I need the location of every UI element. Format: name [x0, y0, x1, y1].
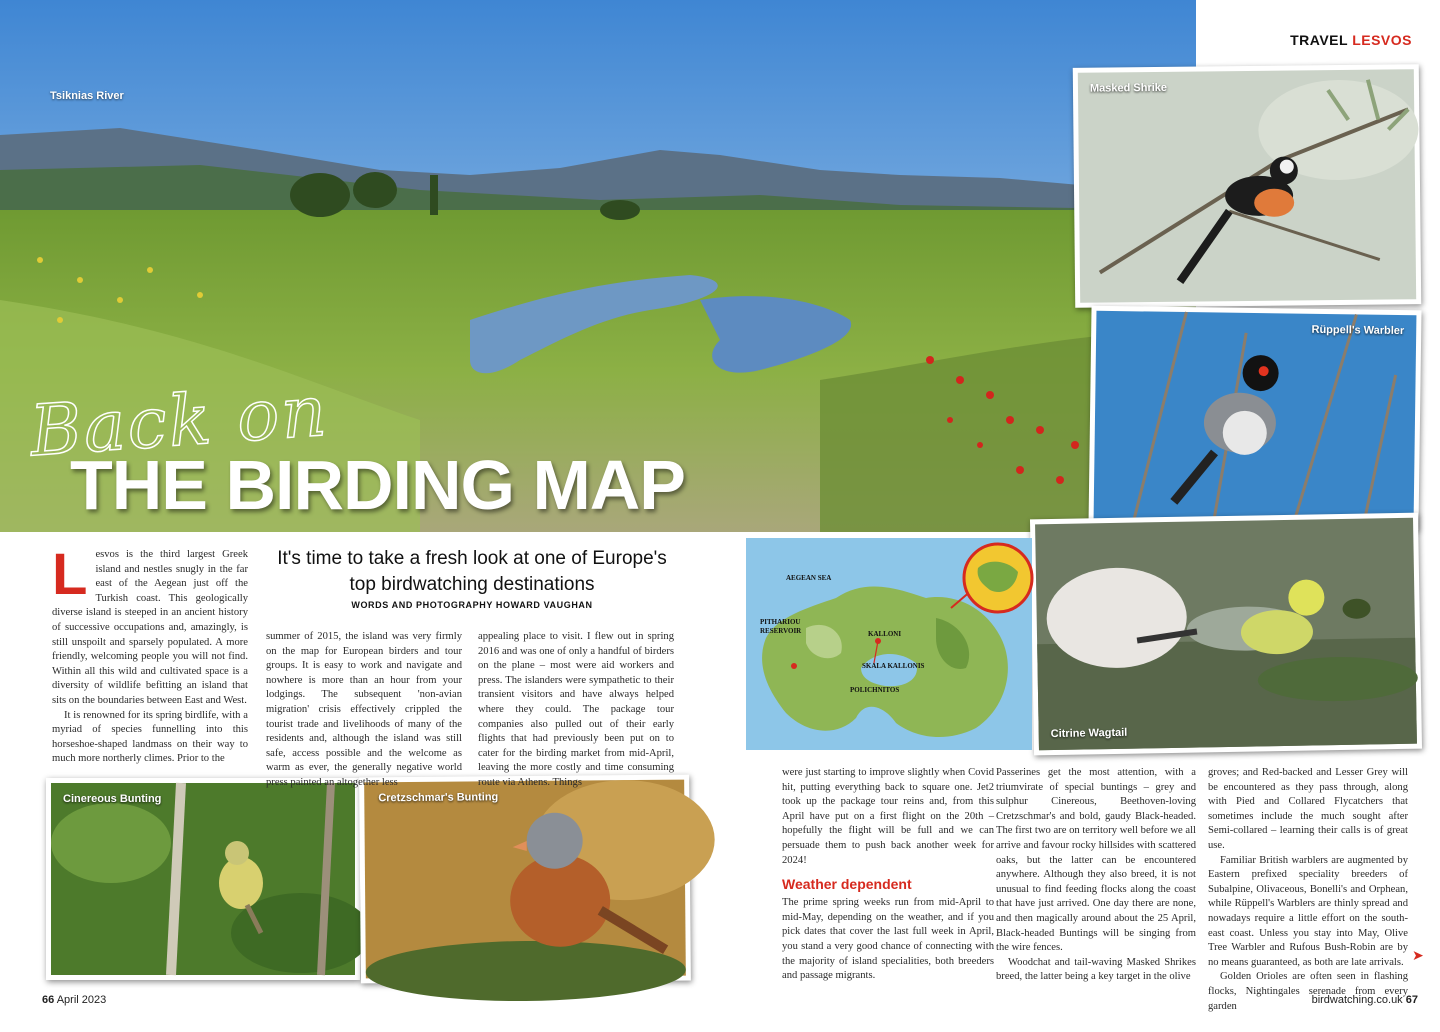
article-subhead: Weather dependent	[782, 876, 912, 893]
photo-caption: Masked Shrike	[1089, 81, 1168, 95]
lesvos-map	[746, 538, 1032, 750]
photo-caption: Rüppell's Warbler	[1311, 323, 1405, 338]
photo-cinereous-bunting	[46, 778, 360, 980]
article-paragraph: It is renowned for its spring birdlife, with a myriad of species funnelling into this horseshoe-shaped landmass on their way to much more northerly climes. Prior to the	[52, 709, 248, 765]
page-number-right: 67	[1405, 994, 1418, 1006]
photo-caption: Cinereous Bunting	[63, 793, 162, 805]
cretzschmars-bunting-image	[364, 780, 686, 979]
article-paragraph: Golden Orioles are often seen in flashing flocks, Nightingales serenade from every garden	[1208, 971, 1408, 1012]
article-paragraph: appealing place to visit. I flew out in spring 2016 and was one of only a handful of birders on the plane – most were aid workers and press. The islanders were sympathetic to their transient visitors and have always helped where they could. The package tour companies also pulled out of their early flights that had previously been put on to cater for the birding market from mid-April, leaving the more costly and time consuming route via Athens. Things	[478, 631, 674, 788]
section-label-lesvos: LESVOS	[1352, 32, 1412, 48]
photo-ruppells-warbler	[1088, 306, 1421, 531]
article-paragraph: Woodchat and tail-waving Masked Shrikes breed, the latter being a key target in the olive	[996, 956, 1196, 983]
article-paragraph: The prime spring weeks run from mid-April to mid-May, depending on the weather, and if you pick dates that cover the last full week in April, you stand a very good chance of connecting with the majority of island specialities, both breeders and passage migrants.	[782, 897, 994, 982]
map-label-skala: SKALA KALLONIS	[862, 662, 925, 670]
map-label-sea: AEGEAN SEA	[786, 574, 832, 582]
byline: WORDS AND PHOTOGRAPHY HOWARD VAUGHAN	[351, 600, 593, 610]
photo-caption: Citrine Wagtail	[1050, 726, 1128, 741]
article-column-3	[478, 630, 674, 788]
article-column-2	[266, 630, 462, 788]
map-label-reservoir: RESERVOIR	[760, 627, 802, 635]
masked-shrike-image	[1078, 69, 1416, 303]
map-graphic	[746, 538, 1032, 750]
article-column-5	[996, 766, 1196, 983]
map-label-reservoir: PITHARIOU	[760, 618, 801, 626]
cinereous-bunting-image	[51, 783, 355, 975]
page-number-left: 66	[42, 994, 55, 1006]
photo-caption: Cretzschmar's Bunting	[378, 791, 499, 805]
continue-arrow-icon: ➤	[1412, 948, 1424, 964]
headline: THE BIRDING MAP	[70, 446, 685, 524]
issue-date: April 2023	[56, 994, 107, 1006]
dropcap: L	[52, 542, 88, 607]
section-label-travel: TRAVEL	[1290, 32, 1348, 48]
article-paragraph: esvos is the third largest Greek island and nestles snugly in the far east of the Aegean just off the Turkish coast. This geologically diverse island is steeped in an ancient history of successive occupations and, amazingly, is still unspoilt and sparsely populated. A more friendly, welcoming people you will not find. Within all this wild and cultivated space is a diversity of wildlife befitting an island that sits on the boundaries between East and West.	[52, 549, 248, 706]
photo-cretzschmars-bunting	[359, 775, 691, 984]
article-paragraph: Passerines get the most attention, with a triumvirate of special buntings – grey and sulphur Cinereous, Beethoven-loving Cretzschmar's and bold, gaudy Black-headed. The first two are on territory well before we all arrive and favour rocky hillsides with scattered oaks, but the latter can be encountered anywhere. Although they also breed, it is not unusual to find feeding flocks along the coast that have just arrived. One day there are none, and then magically around about the 25 April, Black-headed Buntings will be singing from the wire fences.	[996, 767, 1196, 954]
website: birdwatching.co.uk	[1311, 994, 1403, 1006]
hero-photo	[0, 0, 1196, 532]
ruppells-warbler-image	[1094, 311, 1417, 525]
hero-caption: Tsiknias River	[50, 90, 124, 102]
map-label-polichnitos: POLICHNITOS	[850, 686, 900, 694]
map-label-kalloni: KALLONI	[868, 630, 902, 638]
section-label	[1290, 32, 1412, 48]
article-column-4	[782, 766, 994, 982]
article-paragraph: Familiar British warblers are augmented by Eastern prefixed speciality breeders of Subalpine, Olivaceous, Bonelli's and Orphean, while Rüppell's Warblers are thinly spread and nowadays require a little effort on the south-east coast. Unless you stay into May, Olive Tree Warbler and Rufous Bush-Robin are by no means guaranteed, as both are late arrivals.	[1208, 854, 1408, 968]
footer-right	[1312, 994, 1418, 1006]
citrine-wagtail-image	[1035, 518, 1417, 751]
photo-masked-shrike	[1073, 64, 1421, 308]
article-paragraph: summer of 2015, the island was very firmly on the map for European birders and tour groups. It is easy to work and navigate and nowhere is more than an hour from your lodgings. The subsequent 'non-avian migration' crisis effectively crippled the tourist trade and livelihoods of many of the residents and, although the island was still safe, access possible and the welcome as warm as ever, the generally negative world press painted an altogether less	[266, 631, 462, 788]
headline-kicker: Back on	[27, 369, 331, 473]
article-paragraph: groves; and Red-backed and Lesser Grey will be encountered as they pass through, along with Pied and Collared Flycatchers that sometimes include the much sought after Semi-collared – learning their calls is of great use.	[1208, 767, 1408, 851]
photo-citrine-wagtail	[1030, 513, 1422, 756]
footer-left	[42, 994, 106, 1006]
article-paragraph: were just starting to improve slightly when Covid hit, putting everything back to square one. Jet2 took up the package tour reins and, from this April have put on a first flight on the 20th – hopefully the flight will be full and we can persuade them to push back another week for 2024!	[782, 767, 994, 866]
article-column-1	[52, 542, 248, 765]
standfirst: It's time to take a fresh look at one of Europe's top birdwatching destinations	[277, 548, 667, 595]
